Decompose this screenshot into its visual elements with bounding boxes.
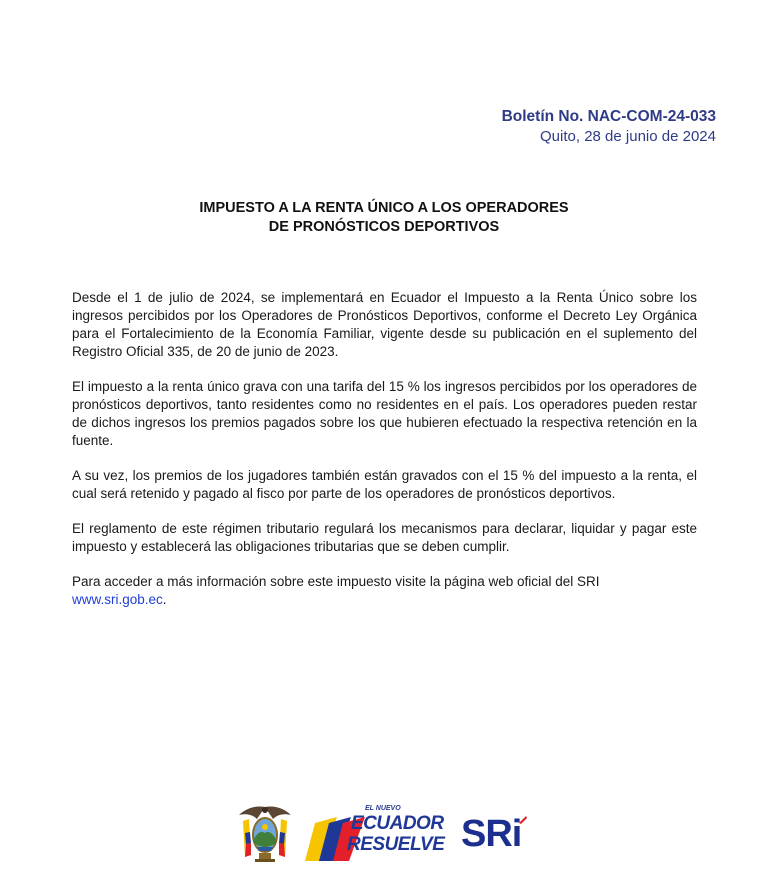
- document-title: [0, 199, 768, 237]
- bulletin-date: Quito, 28 de junio de 2024: [540, 128, 716, 145]
- sri-logo: SRi: [461, 813, 522, 855]
- slogan-resuelve-text: RESUELVE: [347, 834, 445, 855]
- title-line-1: IMPUESTO A LA RENTA ÚNICO A LOS OPERADORES: [199, 200, 569, 216]
- slogan-ecuador-text: ECUADOR: [351, 813, 444, 834]
- paragraph: A su vez, los premios de los jugadores también están gravados con el 15 % del impuesto a la renta, el cual será retenido y pagado al fisco por parte de los operadores de pronósticos deportivos.: [72, 468, 697, 501]
- closing-period: .: [162, 592, 167, 607]
- document-body: [72, 289, 697, 609]
- paragraph: Desde el 1 de julio de 2024, se implementará en Ecuador el Impuesto a la Renta Único sobre los ingresos percibidos por los Operadores de Pronósticos Deportivos, conforme el Decreto Ley Orgánica para el Fortalecimiento de la Economía Familiar, vigente desde su publicación en el suplemento del Registro Oficial 335, de 20 de junio de 2023.: [72, 290, 697, 359]
- ecuador-coat-of-arms-icon: [237, 803, 293, 865]
- footer-logos: [237, 803, 537, 865]
- title-line-2: DE PRONÓSTICOS DEPORTIVOS: [268, 219, 500, 235]
- bulletin-number: Boletín No. NAC-COM-24-033: [501, 108, 716, 125]
- closing-text: Para acceder a más información sobre este impuesto visite la página web oficial del SRI: [72, 574, 600, 589]
- sri-website-link[interactable]: www.sri.gob.ec: [72, 592, 163, 607]
- paragraph: El reglamento de este régimen tributario regulará los mecanismos para declarar, liquidar y pagar este impuesto y establecerá las obligaciones tributarias que se deben cumplir.: [72, 521, 697, 554]
- bulletin-header: [502, 107, 716, 147]
- slogan-small-text: EL NUEVO: [365, 805, 401, 812]
- sri-accent-icon: [518, 815, 528, 825]
- paragraph: El impuesto a la renta único grava con una tarifa del 15 % los ingresos percibidos por los operadores de pronósticos deportivos, tanto residentes como no residentes en el país. Los operadores pueden restar de dichos ingresos los premios pagados sobre los que hubieren efectuado la respectiva retención en la fuente.: [72, 379, 697, 448]
- closing-paragraph: [72, 573, 697, 609]
